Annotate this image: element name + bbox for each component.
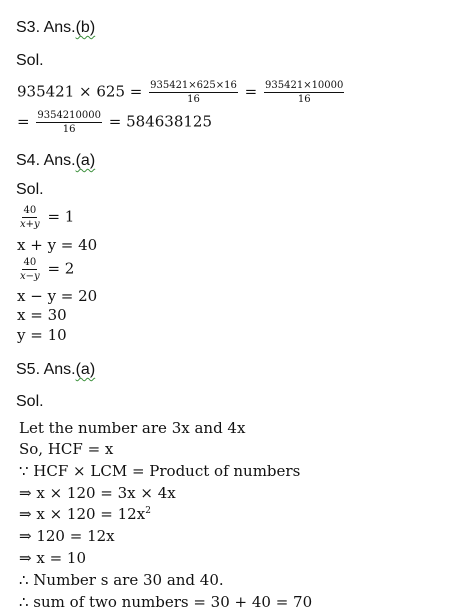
s5-line-9: ∴ sum of two numbers = 30 + 40 = 70 [19, 593, 313, 611]
s4-f1-rhs: = 1 [47, 207, 75, 226]
s4-f2-denominator: x−y [20, 271, 40, 282]
s4-f2-numerator: 40 [23, 257, 37, 268]
s3-eq1-f1-numerator: 935421×625×16 [150, 80, 237, 91]
s4-line-6: y = 10 [17, 326, 67, 344]
s5-answer: (a) [75, 361, 96, 378]
s3-eq1-f2-numerator: 935421×10000 [265, 80, 344, 91]
s3-equation-2 [17, 110, 212, 135]
s4-f1-denominator: x+y [20, 219, 40, 230]
s4-line-1 [17, 205, 74, 230]
s4-heading-prefix: S4. Ans. [16, 152, 76, 169]
s4-fraction-1 [19, 205, 41, 230]
s3-answer: (b) [75, 19, 96, 36]
s4-line-5: x = 30 [17, 306, 67, 324]
s4-line-2: x + y = 40 [17, 236, 98, 254]
s5-line-5 [19, 507, 151, 522]
s4-f1-numerator: 40 [23, 205, 37, 216]
s5-line-3: ∵ HCF × LCM = Product of numbers [19, 462, 301, 480]
s3-heading-prefix: S3. Ans. [16, 19, 76, 36]
s4-answer: (a) [75, 152, 96, 169]
s3-equation-1 [17, 80, 346, 105]
s3-eq2-numerator: 9354210000 [37, 110, 101, 121]
s3-eq2-fraction [36, 110, 102, 135]
s3-eq1-f2-denominator: 16 [297, 94, 311, 105]
s5-line-1: Let the number are 3x and 4x [19, 419, 246, 437]
s3-eq1-fraction-1 [149, 80, 238, 105]
s3-eq1-fraction-2 [264, 80, 344, 105]
s3-eq2-result: = 584638125 [108, 112, 212, 131]
s3-sol-label: Sol. [16, 52, 44, 69]
s5-line-8: ∴ Number s are 30 and 40. [19, 571, 224, 589]
s5-line-7: ⇒ x = 10 [19, 549, 86, 567]
s5-line-2: So, HCF = x [19, 440, 114, 458]
s3-eq1-lhs: 935421 × 625 = [17, 82, 143, 101]
s5-sol-label: Sol. [16, 393, 44, 410]
s5-line-6: ⇒ 120 = 12x [19, 527, 115, 545]
s4-line-4: x − y = 20 [17, 287, 98, 305]
s4-sol-label: Sol. [16, 181, 44, 198]
s3-eq1-f1-denominator: 16 [187, 94, 200, 105]
s4-heading [16, 153, 95, 169]
s3-eq2-equals: = [17, 112, 30, 131]
s5-heading [16, 362, 95, 378]
s5-line-5-base: ⇒ x × 120 = 12x [19, 505, 146, 523]
s5-heading-prefix: S5. Ans. [16, 361, 76, 378]
s3-eq2-denominator: 16 [62, 124, 76, 135]
s4-fraction-2 [19, 257, 41, 282]
s4-f2-rhs: = 2 [47, 259, 75, 278]
s4-line-3 [17, 257, 74, 282]
s3-eq1-equals: = [244, 82, 258, 101]
s3-heading [16, 20, 95, 36]
s5-line-4: ⇒ x × 120 = 3x × 4x [19, 484, 176, 502]
s5-line-5-exponent: 2 [145, 506, 151, 516]
